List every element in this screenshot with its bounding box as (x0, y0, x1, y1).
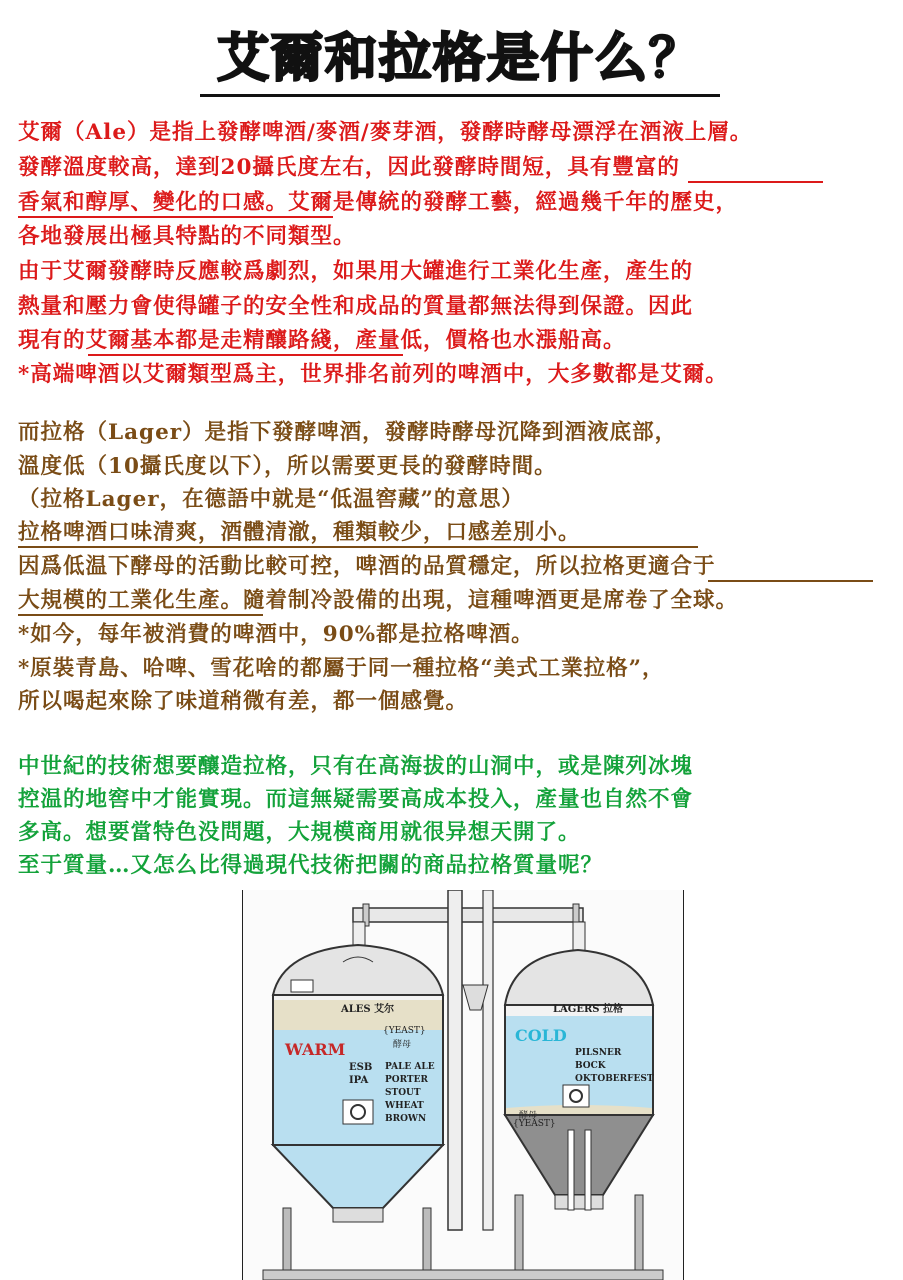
lager-line-3: （拉格Lager，在德語中就是“低温窖藏”的意思） (18, 487, 524, 512)
lager-line-1: 而拉格（Lager）是指下發酵啤酒，發酵時酵母沉降到酒液底部， (18, 420, 678, 445)
ale-type-brown: BROWN (385, 1114, 427, 1124)
ale-line-8: *高端啤酒以艾爾類型爲主，世界排名前列的啤酒中，大多數都是艾爾。 (18, 362, 728, 387)
lager-line-7: *如今，每年被消費的啤酒中，90%都是拉格啤酒。 (18, 622, 534, 647)
lager-type-bock: BOCK (575, 1061, 606, 1071)
ale-type-esb: ESB (349, 1062, 373, 1073)
ale-yeast-cn: 酵母 (393, 1040, 412, 1050)
history-line-1: 中世紀的技術想要釀造拉格，只有在高海拔的山洞中，或是陳列冰塊 (18, 754, 694, 779)
ale-type-ipa: IPA (349, 1075, 369, 1086)
fermentation-diagram (242, 890, 684, 1280)
ale-line-2: 發酵溫度較高，達到20攝氏度左右，因此發酵時間短，具有豐富的 (18, 155, 680, 180)
ale-type-porter: PORTER (385, 1075, 428, 1085)
ale-line-3: 香氣和醇厚、變化的口感。艾爾是傳統的發酵工藝，經過幾千年的歷史， (18, 190, 739, 215)
title-block (200, 20, 720, 102)
page-title: 艾爾和拉格是什么？ (216, 29, 703, 89)
history-line-2: 控温的地窖中才能實現。而這無疑需要高成本投入，產量也自然不會 (18, 787, 694, 812)
history-line-4: 至于質量…又怎么比得過現代技術把關的商品拉格質量呢？ (18, 853, 604, 878)
ale-line-4: 各地發展出極具特點的不同類型。 (18, 224, 356, 249)
ale-line-6: 熱量和壓力會使得罐子的安全性和成品的質量都無法得到保證。因此 (18, 294, 694, 319)
lager-line-4: 拉格啤酒口味清爽，酒體清澈，種類較少，口感差別小。 (18, 520, 581, 545)
lager-yeast-label: {YEAST} (513, 1119, 556, 1129)
title-underline (200, 94, 720, 97)
ale-underline-1 (688, 181, 823, 183)
ale-type-pale-ale: PALE ALE (385, 1062, 435, 1072)
ale-type-stout: STOUT (385, 1088, 421, 1098)
lager-line-8: *原裝青島、哈啤、雪花啥的都屬于同一種拉格“美式工業拉格”， (18, 656, 665, 681)
lagers-label: LAGERS 拉格 (553, 1004, 623, 1015)
lager-underline-3 (18, 614, 263, 616)
lager-underline-1 (18, 546, 698, 548)
ale-underline-2 (18, 216, 333, 218)
lager-line-2: 溫度低（10攝氏度以下），所以需要更長的發酵時間。 (18, 454, 557, 479)
lager-yeast-cn: 酵母 (519, 1111, 538, 1121)
lager-line-9: 所以喝起來除了味道稍微有差，都一個感覺。 (18, 689, 469, 714)
ale-line-1: 艾爾（Ale）是指上發酵啤酒/麥酒/麥芽酒，發酵時酵母漂浮在酒液上層。 (18, 120, 753, 145)
tanks-illustration (243, 890, 683, 1280)
ale-type-wheat: WHEAT (385, 1101, 424, 1111)
ales-label: ALES 艾尔 (341, 1004, 395, 1015)
ale-underline-3 (88, 354, 403, 356)
ale-line-5: 由于艾爾發酵時反應較爲劇烈，如果用大罐進行工業化生產，產生的 (18, 259, 694, 284)
ale-tank (273, 945, 443, 1280)
cold-label: COLD (515, 1026, 567, 1045)
lager-type-pilsner: PILSNER (575, 1048, 622, 1058)
ale-line-7: 現有的艾爾基本都是走精釀路綫，產量低，價格也水漲船高。 (18, 328, 626, 353)
ale-yeast-label: {YEAST} (383, 1026, 426, 1036)
lager-underline-2 (708, 580, 873, 582)
warm-label: WARM (285, 1040, 346, 1059)
lager-type-oktoberfest: OKTOBERFEST (575, 1074, 654, 1084)
lager-line-5: 因爲低温下酵母的活動比較可控，啤酒的品質穩定，所以拉格更適合于 (18, 554, 716, 579)
history-line-3: 多高。想要當特色没問題，大規模商用就很异想天開了。 (18, 820, 581, 845)
lager-line-6: 大規模的工業化生產。隨着制冷設備的出現，這種啤酒更是席卷了全球。 (18, 588, 739, 613)
